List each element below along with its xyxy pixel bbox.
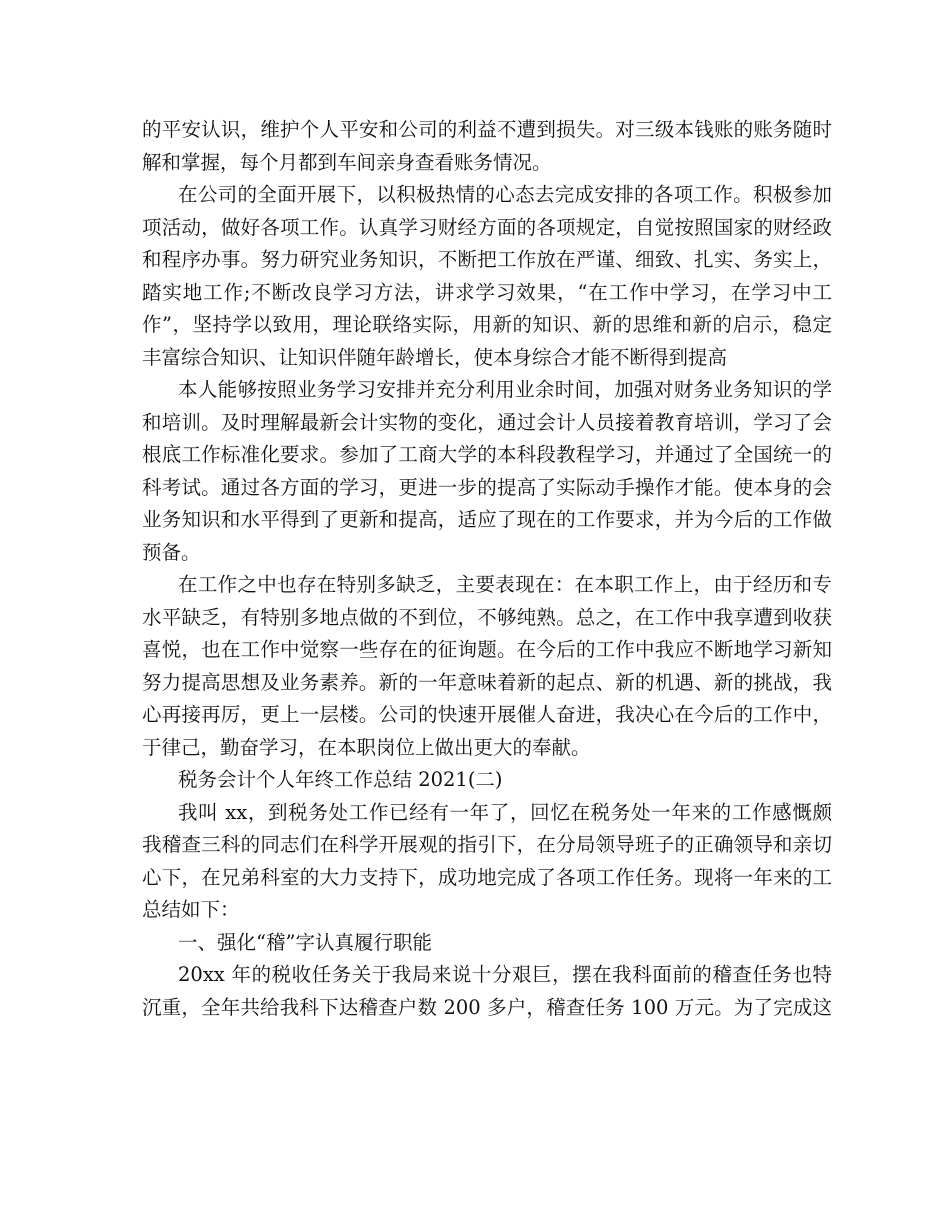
text-line: 喜悦，也在工作中觉察一些存在的征询题。在今后的工作中我应不断地学习新知 (142, 638, 832, 661)
text-line: 心下，在兄弟科室的大力支持下，成功地完成了各项工作任务。现将一年来的工 (142, 865, 832, 889)
text-line: 一、强化“稽”字认真履行职能 (178, 930, 432, 954)
text-line: 作”，坚持学以致用，理论联络实际，用新的知识、新的思维和新的启示，稳定 (142, 313, 832, 336)
text-line: 解和掌握，每个月都到车间亲身查看账务情况。 (142, 150, 552, 174)
text-line: 踏实地工作;不断改良学习方法，讲求学习效果，“在工作中学习，在学习中工 (142, 280, 832, 304)
text-line: 税务会计个人年终工作总结 2021(二) (178, 768, 503, 791)
text-line: 沉重，全年共给我科下达稽查户数 200 多户，稽查任务 100 万元。为了完成这 (142, 995, 832, 1019)
text-line: 业务知识和水平得到了更新和提高，适应了现在的工作要求，并为今后的工作做 (142, 508, 832, 531)
text-line: 的平安认识，维护个人平安和公司的利益不遭到损失。对三级本钱账的账务随时 (142, 118, 832, 141)
text-line: 本人能够按照业务学习安排并充分利用业余时间，加强对财务业务知识的学 (178, 378, 832, 401)
text-line: 我稽查三科的同志们在科学开展观的指引下，在分局领导班子的正确领导和亲切 (142, 833, 832, 856)
text-line: 心再接再厉，更上一层楼。公司的快速开展催人奋进，我决心在今后的工作中， (142, 703, 832, 726)
text-line: 在工作之中也存在特别多缺乏，主要表现在：在本职工作上，由于经历和专 (178, 573, 832, 596)
text-line: 和程序办事。努力研究业务知识，不断把工作放在严谨、细致、扎实、务实上， (142, 248, 832, 271)
text-line: 于律己，勤奋学习，在本职岗位上做出更大的奉献。 (142, 735, 591, 759)
text-line: 水平缺乏，有特别多地点做的不到位，不够纯熟。总之，在工作中我享遭到收获 (142, 605, 832, 629)
text-line: 我叫 xx，到税务处工作已经有一年了，回忆在税务处一年来的工作感慨颇 (178, 800, 832, 824)
text-line: 预备。 (142, 540, 201, 564)
text-line: 和培训。及时理解最新会计实物的变化，通过会计人员接着教育培训，学习了会 (142, 410, 832, 434)
body-text (142, 114, 832, 1024)
text-line: 项活动，做好各项工作。认真学习财经方面的各项规定，自觉按照国家的财经政 (142, 215, 832, 239)
text-line: 20xx 年的税收任务关于我局来说十分艰巨，摆在我科面前的稽查任务也特 (178, 963, 832, 986)
text-line: 在公司的全面开展下，以积极热情的心态去完成安排的各项工作。积极参加 (178, 183, 832, 206)
text-line: 努力提高思想及业务素养。新的一年意味着新的起点、新的机遇、新的挑战，我 (142, 670, 832, 694)
text-line: 丰富综合知识、让知识伴随年龄增长，使本身综合才能不断得到提高 (142, 345, 728, 369)
text-line: 根底工作标准化要求。参加了工商大学的本科段教程学习，并通过了全国统一的 (142, 443, 832, 466)
text-line: 科考试。通过各方面的学习，更进一步的提高了实际动手操作才能。使本身的会 (142, 475, 832, 499)
text-line: 总结如下： (142, 898, 240, 921)
